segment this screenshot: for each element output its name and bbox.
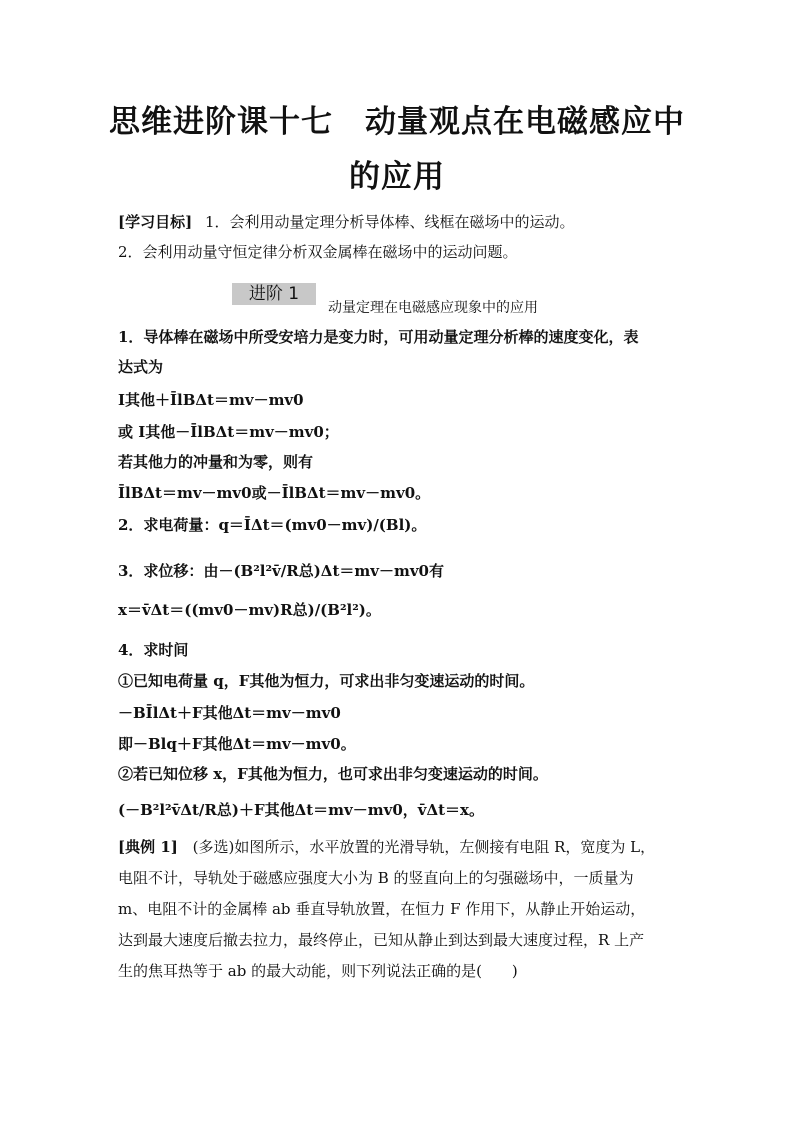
example-line-3: m、电阻不计的金属棒 ab 垂直导轨放置，在恒力 F 作用下，从静止开始运动， <box>118 900 646 918</box>
example-line-1: (多选)如图所示，水平放置的光滑导轨，左侧接有电阻 R，宽度为 L， <box>192 838 656 856</box>
point-1-line-c: 若其他力的冲量和为零，则有 <box>118 453 314 471</box>
section-heading: 动量定理在电磁感应现象中的应用 <box>328 300 538 316</box>
objective-1: 1．会利用动量定理分析导体棒、线框在磁场中的运动。 <box>204 213 575 231</box>
example-line-5: 生的焦耳热等于 ab 的最大动能，则下列说法正确的是( ) <box>118 962 518 980</box>
example-line-4: 达到最大速度后撤去拉力，最终停止，已知从静止到达到最大速度过程，R 上产 <box>118 931 645 949</box>
point-4-case-1: ①已知电荷量 q，F其他为恒力，可求出非匀变速运动的时间。 <box>118 672 535 690</box>
point-4-case-2: ②若已知位移 x，F其他为恒力，也可求出非匀变速运动的时间。 <box>118 765 548 783</box>
equation-6: (－B²l²v̄Δt/R总)＋F其他Δt＝mv－mv0，v̄Δt＝x。 <box>118 801 484 819</box>
example-line-2: 电阻不计，导轨处于磁感应强度大小为 B 的竖直向上的匀强磁场中，一质量为 <box>118 869 634 887</box>
equation-5: 即－Blq＋F其他Δt＝mv－mv0。 <box>118 735 356 753</box>
page-title-line-1: 思维进阶课十七 动量观点在电磁感应中 <box>109 104 685 140</box>
example-tag: [典例 1] <box>118 838 178 856</box>
point-4-time: 4．求时间 <box>118 641 189 659</box>
point-1-line-b: 达式为 <box>118 358 164 376</box>
equation-4: －BĪlΔt＋F其他Δt＝mv－mv0 <box>118 704 341 722</box>
learning-objectives <box>118 212 575 232</box>
point-1-line-a: 1．导体棒在磁场中所受安培力是变力时，可用动量定理分析棒的速度变化，表 <box>118 328 639 346</box>
point-2-charge: 2．求电荷量：q＝ĪΔt＝(mv0－mv)/(Bl)。 <box>118 516 427 534</box>
equation-1: I其他＋ĪlBΔt＝mv－mv0 <box>118 391 304 409</box>
example-1 <box>118 837 655 857</box>
objective-2: 2．会利用动量守恒定律分析双金属棒在磁场中的运动问题。 <box>118 243 518 261</box>
point-3-displacement-a: 3．求位移：由－(B²l²v̄/R总)Δt＝mv－mv0有 <box>118 562 444 580</box>
section-badge: 进阶 1 <box>232 283 316 305</box>
equation-3: ĪlBΔt＝mv－mv0或－ĪlBΔt＝mv－mv0。 <box>118 484 431 502</box>
point-3-displacement-b: x＝v̄Δt＝((mv0－mv)R总)/(B²l²)。 <box>118 601 381 619</box>
equation-2: 或 I其他－ĪlBΔt＝mv－mv0； <box>118 423 339 441</box>
page-title-line-2: 的应用 <box>349 159 445 195</box>
objectives-tag: [学习目标] <box>118 213 193 231</box>
